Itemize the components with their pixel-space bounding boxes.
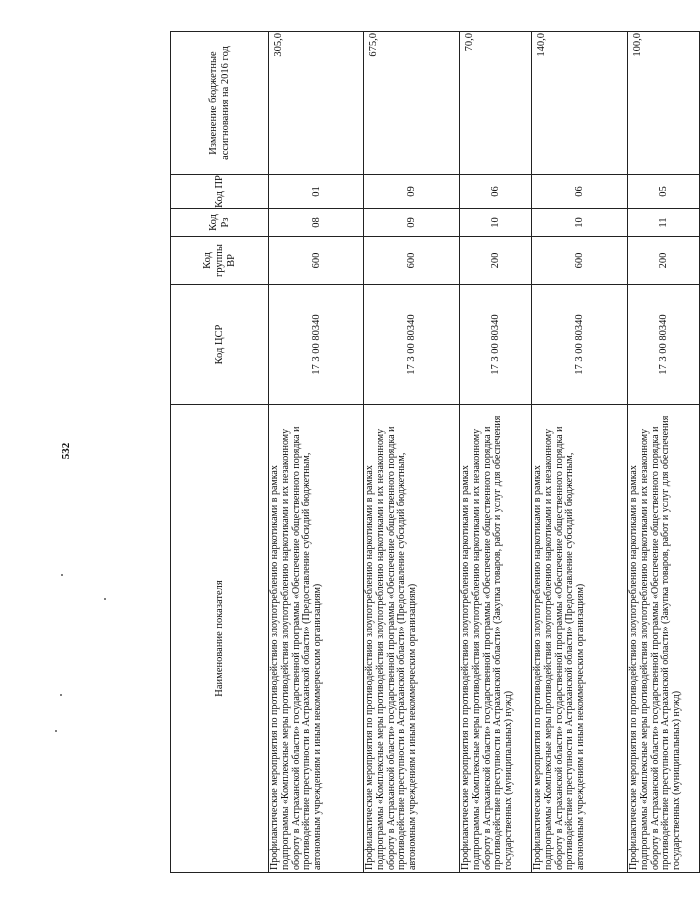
- scan-speck: [104, 598, 106, 600]
- row-name: Профилактические мероприятия по противодействию злоупотреблению наркотиками в рамках подпрограммы «Комплексные меры противодействия злоупотреблению наркотиками и их незаконному обороту в Астраханской области» государственной программы «Обеспечение общественного порядка и противодействие преступности в Астраханской области» (Закупка товаров, работ и услуг для обеспечения государственных (муниципальных) нужд): [628, 405, 700, 873]
- row-pr: 06: [532, 175, 628, 209]
- row-name: Профилактические мероприятия по противодействию злоупотреблению наркотиками в рамках подпрограммы «Комплексные меры противодействия злоупотреблению наркотиками и их незаконному обороту в Астраханской области» государственной программы «Обеспечение общественного порядка и противодействие преступности в Астраханской области» (Предоставление субсидий бюджетным, автономным учреждениям и иным некоммерческим организациям): [269, 405, 364, 873]
- row-rz: 08: [269, 209, 364, 237]
- row-rz: 10: [532, 209, 628, 237]
- row-csr: 17 3 00 80340: [460, 285, 532, 405]
- page-number: 532: [60, 442, 72, 460]
- table-row: [532, 32, 628, 873]
- scan-speck: [61, 574, 63, 576]
- header-pr: Код ПР: [171, 175, 269, 209]
- scan-speck: [60, 694, 62, 696]
- row-change: 70,0: [460, 32, 532, 175]
- header-vr: Код группы ВР: [171, 237, 269, 285]
- row-vr: 200: [628, 237, 700, 285]
- table-row: [628, 32, 700, 873]
- row-rz: 10: [460, 209, 532, 237]
- budget-table: [170, 31, 700, 873]
- row-csr: 17 3 00 80340: [628, 285, 700, 405]
- row-rz: 11: [628, 209, 700, 237]
- row-rz: 09: [364, 209, 460, 237]
- row-vr: 600: [269, 237, 364, 285]
- rotated-document: [170, 32, 683, 873]
- row-vr: 600: [364, 237, 460, 285]
- row-change: 140,0: [532, 32, 628, 175]
- table-row: [269, 32, 364, 873]
- row-change: 100,0: [628, 32, 700, 175]
- row-vr: 600: [532, 237, 628, 285]
- header-rz: Код Рз: [171, 209, 269, 237]
- scan-speck: [55, 730, 57, 732]
- row-csr: 17 3 00 80340: [269, 285, 364, 405]
- row-pr: 05: [628, 175, 700, 209]
- header-change: Изменение бюджетные ассигнования на 2016 год: [171, 32, 269, 175]
- row-change: 675,0: [364, 32, 460, 175]
- row-name: Профилактические мероприятия по противодействию злоупотреблению наркотиками в рамках подпрограммы «Комплексные меры противодействия злоупотреблению наркотиками и их незаконному обороту в Астраханской области» государственной программы «Обеспечение общественного порядка и противодействие преступности в Астраханской области» (Предоставление субсидий бюджетным, автономным учреждениям и иным некоммерческим организациям): [364, 405, 460, 873]
- row-csr: 17 3 00 80340: [532, 285, 628, 405]
- row-name: Профилактические мероприятия по противодействию злоупотреблению наркотиками в рамках подпрограммы «Комплексные меры противодействия злоупотреблению наркотиками и их незаконному обороту в Астраханской области» государственной программы «Обеспечение общественного порядка и противодействие преступности в Астраханской области» (Закупка товаров, работ и услуг для обеспечения государственных (муниципальных) нужд): [460, 405, 532, 873]
- row-pr: 09: [364, 175, 460, 209]
- row-csr: 17 3 00 80340: [364, 285, 460, 405]
- header-name: Наименование показателя: [171, 405, 269, 873]
- table-row: [364, 32, 460, 873]
- header-csr: Код ЦСР: [171, 285, 269, 405]
- row-change: 305,0: [269, 32, 364, 175]
- header-row: [171, 32, 269, 873]
- row-name: Профилактические мероприятия по противодействию злоупотреблению наркотиками в рамках подпрограммы «Комплексные меры противодействия злоупотреблению наркотиками и их незаконному обороту в Астраханской области» государственной программы «Обеспечение общественного порядка и противодействие преступности в Астраханской области» (Предоставление субсидий бюджетным, автономным учреждениям и иным некоммерческим организациям): [532, 405, 628, 873]
- row-vr: 200: [460, 237, 532, 285]
- table-row: [460, 32, 532, 873]
- row-pr: 06: [460, 175, 532, 209]
- row-pr: 01: [269, 175, 364, 209]
